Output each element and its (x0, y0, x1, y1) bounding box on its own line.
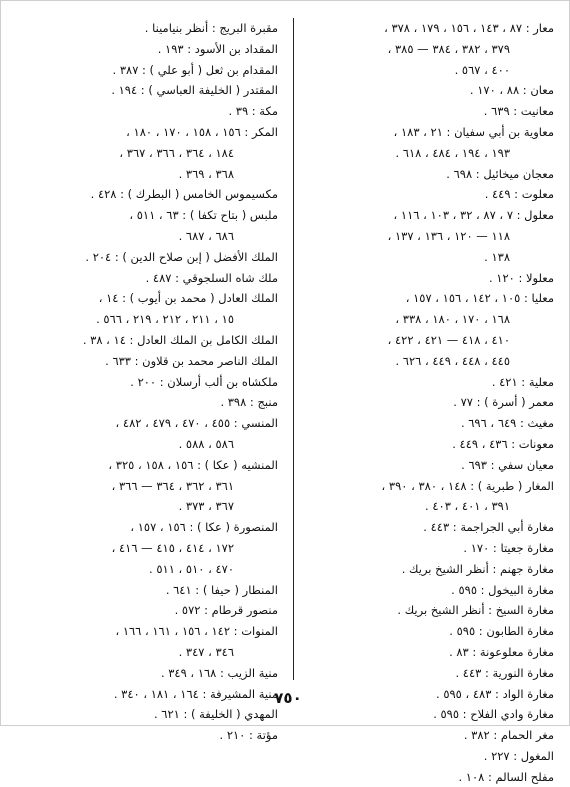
index-entry: معان : ٨٨ ، ١٧٠ . (469, 83, 554, 98)
index-entry: المغار ( طبرية ) : ١٤٨ ، ٣٨٠ ، ٣٩٠ ، (381, 478, 554, 493)
index-entry: الملك الأفضل ( إبن صلاح الدين ) : ٢٠٤ . (85, 249, 278, 264)
index-entry: المنسي : ٤٥٥ ، ٤٧٠ ، ٤٧٩ ، ٤٨٢ ، (115, 416, 278, 431)
index-entry-continuation: ٤٠٠ ، ٥٦٧ . (454, 62, 510, 77)
index-entry-continuation: ٣٦٨ ، ٣٦٩ . (178, 166, 234, 181)
index-entry: معليا : ١٠٥ ، ١٤٢ ، ١٥٦ ، ١٥٧ ، (405, 291, 554, 306)
index-entry-continuation: ٤٤٥ ، ٤٤٨ ، ٤٤٩ ، ٦٢٦ . (395, 353, 510, 368)
index-entry: مغارة البيخول : ٥٩٥ . (451, 582, 554, 597)
index-entry-continuation: ٥٨٦ ، ٥٨٨ . (178, 436, 234, 451)
index-entry: منصور قرطام : ٥٧٢ . (174, 603, 278, 618)
index-entry: مؤتة : ٢١٠ . (219, 728, 278, 743)
index-entry: المهدي ( الخليفة ) : ٦٢١ . (153, 707, 278, 722)
index-entry: المنشيه ( عكا ) : ١٥٦ ، ١٥٨ ، ٣٢٥ ، (108, 457, 278, 472)
index-entry: معلوت : ٤٤٩ . (484, 187, 554, 202)
index-entry: المنطار ( حيفا ) : ٦٤١ . (165, 582, 278, 597)
index-entry: مغارة جعيتا : ١٧٠ . (463, 540, 554, 555)
index-entry: مغر الحمام : ٣٨٢ . (463, 728, 554, 743)
index-entry: المنوات : ١٤٢ ، ١٥٦ ، ١٦١ ، ١٦٦ ، (115, 624, 278, 639)
index-entry-continuation: ١٦٨ ، ١٧٠ ، ١٨٠ ، ٣٣٨ ، (395, 312, 510, 327)
index-entry: مغارة وادي الفلاح : ٥٩٥ . (433, 707, 554, 722)
index-entry: معيان سفي : ٦٩٣ . (461, 457, 554, 472)
index-entry: المقداد بن الأسود : ١٩٣ . (157, 41, 278, 56)
index-entry: المقتدر ( الخليفة العباسي ) : ١٩٤ . (111, 83, 278, 98)
index-entry-continuation: ٦٨٦ ، ٦٨٧ . (178, 228, 234, 243)
index-entry: المقدام بن ثعل ( أبو علي ) : ٣٨٧ . (112, 62, 278, 77)
index-entry: منبج : ٣٩٨ . (220, 395, 278, 410)
index-entry: مفلح السالم : ١٠٨ . (458, 769, 554, 784)
index-entry: معلولا : ١٢٠ . (488, 270, 554, 285)
index-entry-continuation: ٣٧٩ ، ٣٨٢ ، ٣٨٤ — ٣٨٥ ، (387, 41, 510, 56)
index-entry: الملك العادل ( محمد بن أيوب ) : ١٤ ، (98, 291, 278, 306)
index-entry: المكر : ١٥٦ ، ١٥٨ ، ١٧٠ ، ١٨٠ ، (126, 124, 278, 139)
index-entry: معمر ( أسرة ) : ٧٧ . (453, 395, 554, 410)
index-entry: معجان ميخائيل : ٦٩٨ . (446, 166, 554, 181)
index-entry-continuation: ٣٤٦ ، ٣٤٧ . (178, 644, 234, 659)
index-entry: مغارة الواد : ٤٨٣ ، ٥٩٥ . (436, 686, 554, 701)
index-entry-continuation: ٣٦٧ ، ٣٧٣ . (178, 499, 234, 514)
index-entry: ملكشاه بن ألب أرسلان : ٢٠٠ . (130, 374, 278, 389)
index-entry: مغيث : ٦٤٩ ، ٦٩٦ . (460, 416, 554, 431)
index-column-right (296, 18, 554, 784)
index-entry: معار : ٨٧ ، ١٤٣ ، ١٥٦ ، ١٧٩ ، ٣٧٨ ، (384, 21, 554, 35)
index-entry-continuation: ١٣٨ . (484, 249, 510, 264)
index-entry: مقبرة البريج : أنظر بنيامينا . (144, 21, 278, 35)
index-entry: مغارة معلوعونة : ٨٣ . (449, 644, 554, 659)
index-entry: معانيت : ٦٣٩ . (483, 104, 554, 119)
index-entry: مغارة أبي الجراجمة : ٤٤٣ . (423, 520, 554, 535)
column-divider (293, 18, 294, 680)
index-entry: المنصورة ( عكا ) : ١٥٦ ، ١٥٧ ، (130, 520, 278, 535)
index-entry-continuation: ٣٦١ ، ٣٦٢ ، ٣٦٤ — ٣٦٦ ، (111, 478, 234, 493)
index-entry: مكة : ٣٩ . (228, 104, 278, 119)
index-entry: مغارة الطابون : ٥٩٥ . (449, 624, 554, 639)
index-entry: منية الزيب : ١٦٨ ، ٣٤٩ . (160, 665, 278, 680)
index-entry: معلية : ٤٢١ . (491, 374, 554, 389)
index-entry: ملك شاه السلجوقي : ٤٨٧ . (145, 270, 278, 285)
index-entry: معونات : ٤٣٦ ، ٤٤٩ . (452, 436, 554, 451)
index-entry: المغول : ٢٢٧ . (483, 748, 554, 763)
index-page (22, 18, 554, 784)
index-entry: معلول : ٧ ، ٨٧ ، ٣٢ ، ١٠٣ ، ١١٦ ، (393, 208, 554, 223)
index-entry-continuation: ١٧٢ ، ٤١٤ ، ٤١٥ — ٤١٦ ، (111, 540, 234, 555)
index-entry: معاوية بن أبي سفيان : ٢١ ، ١٨٣ ، (393, 124, 554, 139)
index-entry: منية المشيرفة : ١٦٤ ، ١٨١ ، ٣٤٠ . (113, 686, 278, 701)
index-entry: مغارة النورية : ٤٤٣ . (455, 665, 554, 680)
index-entry-continuation: ٤١٠ ، ٤١٨ — ٤٢١ ، ٤٢٢ ، (387, 332, 510, 347)
index-column-left (26, 18, 278, 743)
index-entry-continuation: ١٩٣ ، ١٩٤ ، ٤٨٤ ، ٦١٨ . (395, 145, 510, 160)
index-entry: ملبس ( بتاح تكفا ) : ٦٣ ، ٥١١ ، (129, 208, 278, 223)
index-entry-continuation: ١١٨ — ١٢٠ ، ١٣٦ ، ١٣٧ ، (387, 228, 510, 243)
index-entry-continuation: ٤٧٠ ، ٥١٠ ، ٥١١ . (149, 561, 234, 576)
index-entry-continuation: ٣٩١ ، ٤٠١ ، ٤٠٣ . (425, 499, 510, 514)
index-entry-continuation: ١٥ ، ٢١١ ، ٢١٢ ، ٢١٩ ، ٥٦٦ . (96, 312, 234, 327)
index-entry: مغارة السيخ : أنظر الشيخ بريك . (397, 603, 554, 618)
index-entry: الملك الناصر محمد بن قلاون : ٦٣٣ . (105, 353, 278, 368)
index-entry: مغارة جهنم : أنظر الشيخ بريك . (401, 561, 554, 576)
index-entry-continuation: ١٨٤ ، ٣٦٤ ، ٣٦٦ ، ٣٦٧ ، (119, 145, 234, 160)
page-number: ٧٥٠ (274, 689, 302, 707)
index-entry: مكسيموس الخامس ( البطرك ) : ٤٢٨ . (90, 187, 278, 202)
index-entry: الملك الكامل بن الملك العادل : ١٤ ، ٣٨ . (82, 332, 278, 347)
